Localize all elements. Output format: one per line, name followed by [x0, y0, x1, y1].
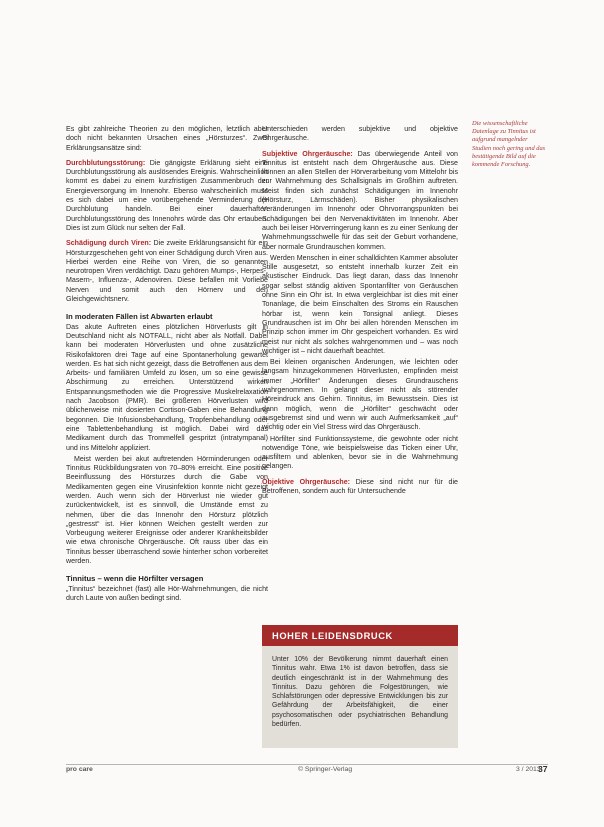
paragraph: „Tinnitus“ bezeichnet (fast) alle Hör-Wahrnehmungen, die nicht durch Laute von außen bedingt sind.: [66, 584, 268, 602]
paragraph-text: Das überwiegende Anteil von Tinnitus ist entsteht nach dem Ohrgeräusche aus. Diese können an allen Stellen der Hörverarbeitung vom Mittelohr bis zur Wahrnehmung des Schallsignals im Großhirn auftreten. Meist finden sich zunächst Schädigungen im Innenohr (Hörsturz, Lärmschäden). Bisher physikalischen Veränderungen im Innenohr oder Ohrvorrangspunkten bei Schädigungen bei den Nervenaktivitäten im Innenohr. Aber auch bei leiser Hörverringerung kann es zu einer Senkung der Wahrnehmungsschwelle für das seit der Geburt vorhandene, aber normale Grundrauschen kommen.: [262, 149, 458, 251]
paragraph: Bei kleinen organischen Änderungen, wie leichten oder langsam hinzugekommenen Hörverlusten, empfinden meist immer „Hörfilter“ Änderungen dieses Grundrauschens wahrgenommen. In gelangt dieser nicht als störender Höreindruck ans Gehirn. Tinnitus, im Bewusstsein. Dies ist dann möglich, wenn die „Hörfilter“ geschwächt oder ausgebremst sind und wenn wir auch Aufmerksamkeit „auf“ wichtig oder ein Viel Stress wird das Ohrgeräusch.: [262, 358, 458, 432]
inline-heading: Subjektive Ohrgeräusche:: [262, 149, 353, 158]
paragraph: Das akute Auftreten eines plötzlichen Hörverlusts gilt in Deutschland nicht als NOTFALL, nicht aber als Notfall. Dabei kann bei moderaten Hörverlusten und ohne zusätzliche Risikofaktoren drei Tage auf eine Spontanerholung gewartet werden. Es hat sich nicht gezeigt, dass die Betroffenen aus dem Arbeits- und familiären Umfeld zu lösen, um so eine gewisse Abschirmung zu erreichen. Unterstützend wirken Entspannungsmethoden wie die Progressive Muskelrelaxation nach Jacobson (PMR). Bei größeren Hörverlusten wird üblicherweise mit dosierten Cortison-Gaben eine Behandlung begonnen. Die Infusionsbehandlung, Tropfenbehandlung oder eine Tablettenbehandlung ist möglich. Dabei wird das Medikament durch das Trommelfell gespritzt (intratympanal) und ins Mittelohr appliziert.: [66, 322, 268, 452]
paragraph: [262, 150, 458, 252]
paragraph: Hörfilter sind Funktionssysteme, die gewohnte oder nicht notwendige Töne, wie beispielsweise das Ticken einer Uhr, ausfiltern und ablenken, bevor sie in die Wahrnehmung gelangen.: [262, 434, 458, 471]
inline-heading: Objektive Ohrgeräusche:: [262, 477, 351, 486]
paragraph: [66, 239, 268, 304]
paragraph: [66, 159, 268, 233]
paragraph: Es gibt zahlreiche Theorien zu den möglichen, letztlich aber doch nicht bekannten Ursachen eines „Hörsturzes“. Zwei Erklärungsansätze sind:: [66, 125, 268, 152]
inline-heading: Schädigung durch Viren:: [66, 239, 152, 248]
margin-note: Die wissenschaftliche Datenlage zu Tinnitus ist aufgrund mangelnder Studien noch gering und das bestätigende Bild auf die kommende Forschung.: [472, 120, 546, 169]
paragraph: Meist werden bei akut auftretenden Hörminderungen oder Tinnitus Rückbildungsraten von 70–80% erreicht. Eine positive Beeinflussung des Hörsturzes durch die Gabe von Medikamenten gegen eine Virusinfektion konnte nicht gezeigt werden. Auch wenn sich der Hörverlust nie wieder gut zurückentwickelt, ist es sinnvoll, die Umstände ernst zu nehmen, über die das Innenohr den Hörsturz plötzlich „gestresst“ ist. Hier können Weichen gestellt werden zur Vorbeugung weiterer Ereignisse oder anderer Krankheitsbilder wie etwa chronische Ohrgeräusche. Oft rauss über das ein Tinnitus besser überraschend sowie hinterher schon vorbereitet werden.: [66, 454, 268, 566]
inline-heading: Durchblutungsstörung:: [66, 158, 146, 167]
text-column-right: [262, 125, 458, 498]
paragraph: Unterschieden werden subjektive und objektive Ohrgeräusche.: [262, 125, 458, 143]
info-box-title: HOHER LEIDENSDRUCK: [262, 625, 458, 646]
paragraph-text: Die zweite Erklärungsansicht für ein Hörsturzgeschehen geht von einer Schädigung durch Viren aus. Hierbei werden eine Reihe von Viren, die so genannten neurotropen Viren verdächtigt. Dazu gehören Mumps-, Herpes-, Masern-, Influenza-, Adenoviren. Diese befallen mit Vorliebe Nerven und somit auch den Hörnerv und den Gleichgewichtsnerv.: [66, 239, 268, 304]
paragraph: Werden Menschen in einer schalldichten Kammer absoluter Stille ausgesetzt, so entsteht innerhalb kurzer Zeit ein akustischer Eindruck. Das liegt daran, dass das Innenohr sogar selbst ständig aktiven Spontanfilter von Geräuschen ohne Sinn ein Ohr ist. In etwa vergleichbar ist dies mit einer Tonanlage, die beim Einschalten des Stroms ein Rauschen hörbar ist, wenn kein Tonsignal anliegt. Dieses Grundrauschen ist im Ohr bei allen hörenden Menschen im Prinzip schon immer im Ohr gespeichert vorhanden. Es wird meist nur nicht als solches wahrgenommen und – was noch wichtiger ist – nicht dauerhaft beachtet.: [262, 253, 458, 355]
footer-copyright: © Springer-Verlag: [298, 766, 353, 773]
info-box-body: Unter 10% der Bevölkerung nimmt dauerhaft einen Tinnitus wahr. Etwa 1% ist davon betroffen, dass sie deutlich eingeschränkt ist in der Wahrnehmung des Tinnitus. Dazu gehören die Folgestörungen, wie Schlafstörungen oder depressive Entwicklungen bis zur Gefährdung der Arbeitsfähigkeit, die einer psychosomatischen oder psychiatrischen Behandlung bedürfen.: [262, 646, 458, 748]
text-column-left: [66, 125, 268, 605]
paragraph-text: Die gängigste Erklärung sieht eine Durchblutungsstörung als auslösendes Ereignis. Wahrscheinlich kommt es dabei zu einem kurzfristigen Zusammenbruch der Energieversorgung im Innenohr. Ebenso wahrscheinlich muss es sich dabei um eine vorübergehende Verminderung der Durchblutung handeln. Bei einer dauerhaften Durchblutungsstörung des Innenohrs würde das Ohr ertauben. Dies ist zum Glück nur selten der Fall.: [66, 158, 268, 232]
footer-divider: [66, 764, 548, 765]
section-heading: Tinnitus – wenn die Hörfilter versagen: [66, 574, 204, 584]
footer-issue: 3 / 2013: [516, 766, 541, 773]
paragraph-text: Diese sind nicht nur für die Betroffenen, sondern auch für Untersuchende: [262, 477, 458, 495]
footer-journal-name: pro care: [66, 766, 93, 773]
page-number: 37: [538, 764, 548, 774]
section-heading: In moderaten Fällen ist Abwarten erlaubt: [66, 312, 213, 322]
paragraph: [262, 478, 458, 497]
